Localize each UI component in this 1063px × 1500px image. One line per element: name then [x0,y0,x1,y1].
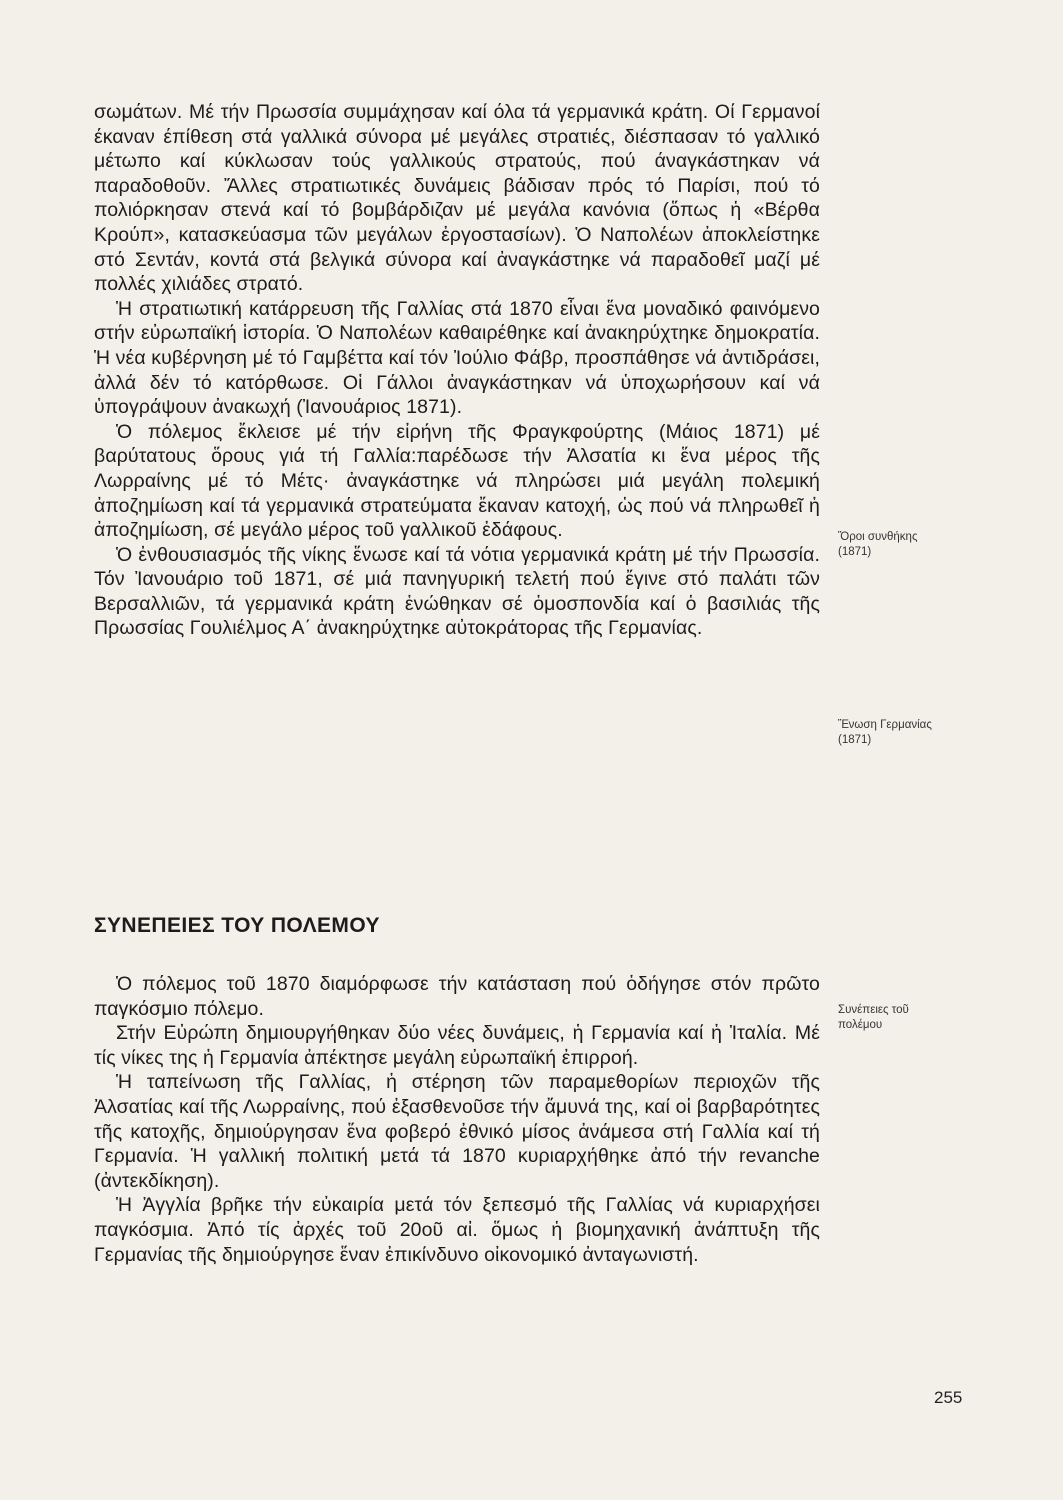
paragraph-german-unification: Ὁ ἐνθουσιασμός τῆς νίκης ἕνωσε καί τά νότια γερμανικά κράτη μέ τήν Πρωσσία. Τόν Ἰανουάριο τοῦ 1871, σέ μιά πανηγυρική τελετή πού ἔγινε στό παλάτι τῶν Βερσαλλιῶν, τά γερμανικά κράτη ἑνώθηκαν σέ ὁμοσπονδία καί ὁ βασιλιάς τῆς Πρωσσίας Γουλιέλμος Α΄ ἀνακηρύχτηκε αὐτοκράτορας τῆς Γερμανίας. [94,543,820,640]
paragraph-peace-frankfurt: Ὁ πόλεμος ἔκλεισε μέ τήν εἰρήνη τῆς Φραγκφούρτης (Μάιος 1871) μέ βαρύτατους ὅρους γιά τή Γαλλία:παρέδωσε τήν Ἀλσατία κι ἕνα μέρος τῆς Λωρραίνης μέ τό Μέτς· ἀναγκάστηκε νά πληρώσει μιά μεγάλη πολεμική ἀποζημίωση καί τά γερμανικά στρατεύματα ἔκαναν κατοχή, ὡς πού νά πληρωθεῖ ἡ ἀποζημίωση, σέ μεγάλο μέρος τοῦ γαλλικοῦ ἐδάφους. [94,420,820,542]
main-text-top [94,100,820,641]
paragraph-consequence-intro: Ὁ πόλεμος τοῦ 1870 διαμόρφωσε τήν κατάσταση πού ὁδήγησε στόν πρῶτο παγκόσμιο πόλεμο. [94,973,820,1020]
section-heading: ΣΥΝΕΠΕΙΕΣ ΤΟΥ ΠΟΛΕΜΟΥ [94,914,380,937]
paragraph-french-humiliation: Ἡ ταπείνωση τῆς Γαλλίας, ἡ στέρηση τῶν παραμεθορίων περιοχῶν τῆς Ἀλσατίας καί τῆς Λωρραίνης, πού ἐξασθενοῦσε τήν ἄμυνά της, καί οἱ βαρβαρότητες τῆς κατοχῆς, δημιούργησαν ἕνα φοβερό ἐθνικό μίσος ἀνάμεσα στή Γαλλία καί τή Γερμανία. Ἡ γαλλική πολιτική μετά τά 1870 κυριαρχήθηκε ἀπό τήν revanche (ἀντεκδίκηση). [94,1071,820,1192]
paragraph-england: Ἡ Ἀγγλία βρῆκε τήν εὐκαιρία μετά τόν ξεπεσμό τῆς Γαλλίας νά κυριαρχήσει παγκόσμια. Ἀπό τίς ἀρχές τοῦ 20οῦ αἰ. ὅμως ἡ βιομηχανική ἀνάπτυξη τῆς Γερμανίας τῆς δημιούργησε ἕναν ἐπικίνδυνο οἰκονομικό ἀνταγωνιστή. [94,1194,820,1266]
paragraph-french-collapse: Ἡ στρατιωτική κατάρρευση τῆς Γαλλίας στά 1870 εἶναι ἕνα μοναδικό φαινόμενο στήν εὐρωπαϊκή ἱστορία. Ὁ Ναπολέων καθαιρέθηκε καί ἀνακηρύχτηκε δημοκρατία. Ἡ νέα κυβέρνηση μέ τό Γαμβέττα καί τόν Ἰούλιο Φάβρ, προσπάθησε νά ἀντιδράσει, ἀλλά δέν τό κατόρθωσε. Οἱ Γάλλοι ἀναγκάστηκαν νά ὑποχωρήσουν καί νά ὑπογράψουν ἀνακωχή (Ἰανουάριος 1871). [94,297,820,419]
page-number: 255 [934,1388,963,1407]
main-text-consequences [94,972,820,1267]
margin-note-german-unification: Ἕνωση Γερμανίας (1871) [838,719,932,746]
paragraph-war-campaign: σωμάτων. Μέ τήν Πρωσσία συμμάχησαν καί όλα τά γερμανικά κράτη. Οί Γερμανοί έκαναν έπίθεση στά γαλλικά σύνορα μέ μεγάλες στρατιές, διέσπασαν τό γαλλικό μέτωπο καί κύκλωσαν τούς γαλλικούς στρατούς, πού άναγκάστηκαν νά παραδοθοῦν. Ἄλλες στρατιωτικές δυνάμεις βάδισαν πρός τό Παρίσι, πού τό πολιόρκησαν στενά καί τό βομβάρδιζαν μέ μεγάλα κανόνια (ὅπως ἡ «Βέρθα Κρούπ», κατασκεύασμα τῶν μεγάλων ἐργοστασίων). Ὁ Ναπολέων ἀποκλείστηκε στό Σεντάν, κοντά στά βελγικά σύνορα καί ἀναγκάστηκε νά παραδοθεῖ μαζί μέ πολλές χιλιάδες στρατό. [94,101,820,296]
margin-note-consequences: Συνέπειες τοῦ πολέμου [838,1004,909,1031]
margin-note-treaty-terms: Ὅροι συνθήκης (1871) [838,531,918,558]
paragraph-new-powers: Στήν Εὐρώπη δημιουργήθηκαν δύο νέες δυνάμεις, ἡ Γερμανία καί ἡ Ἰταλία. Μέ τίς νίκες της ἡ Γερμανία ἀπέκτησε μεγάλη εὐρωπαϊκή ἐπιρροή. [94,1022,820,1069]
